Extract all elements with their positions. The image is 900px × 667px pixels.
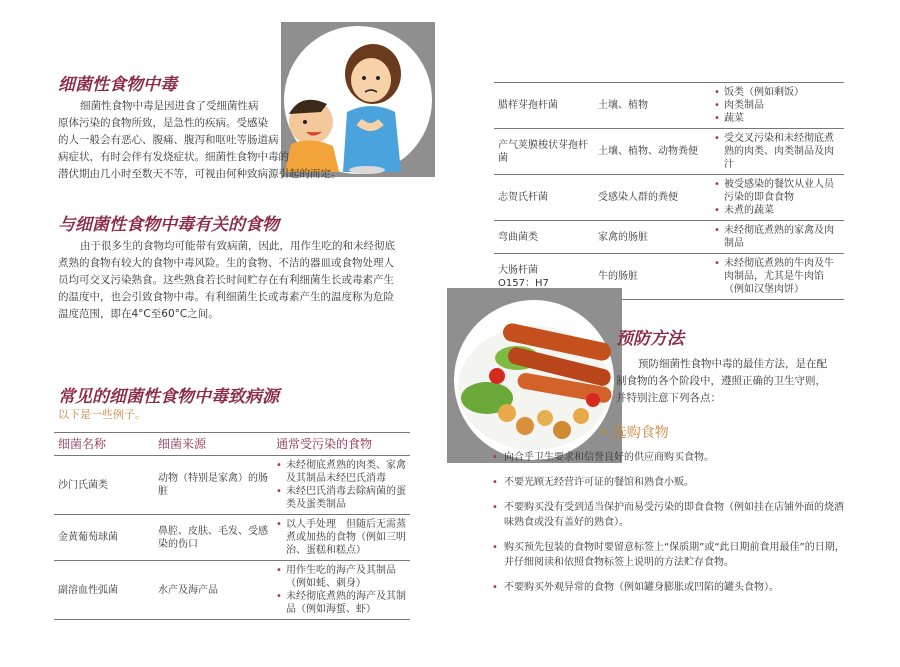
contaminated-foods (272, 561, 410, 620)
bacteria-name: 志贺氏杆菌 (494, 175, 594, 221)
list-item: • 未经彻底煮熟的海产及其制品（例如海蜇、虾） (276, 590, 406, 616)
list-item: • 未经巴氏消毒去除病菌的蛋类及蛋类制品 (276, 485, 406, 511)
paragraph-line: 制食物的各个阶段中，遵照正确的卫生守则， (616, 375, 826, 387)
bacteria-source: 动物（特别是家禽）的肠脏 (154, 456, 272, 515)
buying-food-bullets (490, 450, 850, 605)
bacteria-source: 受感染人群的粪便 (594, 175, 710, 221)
contaminated-foods (710, 129, 844, 175)
paragraph-line: 并特别注意下列各点： (616, 392, 721, 404)
contaminated-foods (272, 515, 410, 561)
paragraph-line: 潜伏期由几小时至数天不等，可视由何种致病源引起的而定。 (58, 168, 342, 180)
list-item: • 不要购买没有受到适当保护而易受污染的即食食物（例如挂在店铺外面的烧酒味熟食或没有盖好的熟食）。 (490, 500, 850, 530)
list-item: • 未经彻底煮熟的肉类、家禽及其制品未经巴氏消毒 (276, 459, 406, 485)
list-item: • 饭类（例如剩饭） (714, 86, 840, 99)
list-item: • 受交叉污染和未经彻底煮熟的肉类、肉类制品及肉汁 (714, 132, 840, 171)
paragraph-line: 煮熟的食物有较大的食物中毒风险。生的食物、不洁的器皿或食物处理人 (58, 257, 394, 269)
bacteria-name: 腊样芽孢杆菌 (494, 83, 594, 129)
contaminated-foods (710, 83, 844, 129)
list-item: • 不要光顾无经营许可证的餐馆和熟食小贩。 (490, 475, 850, 490)
bacteria-name: 弯曲菌类 (494, 221, 594, 254)
bacteria-source: 土壤、植物、动物粪便 (594, 129, 710, 175)
contaminated-foods (272, 456, 410, 515)
list-item: • 未经彻底煮熟的牛肉及牛肉制品，尤其是牛肉馅（例如汉堡肉饼） (714, 257, 840, 296)
bacteria-name-line: 大肠杆菌 (498, 264, 538, 276)
bacteria-source: 水产及海产品 (154, 561, 272, 620)
list-item: • 以人手处理 但随后无需蒸煮或加热的食物（例如三明治、蛋糕和糕点） (276, 518, 406, 557)
list-item: • 未煮的蔬菜 (714, 204, 840, 217)
header-contaminated-foods: 通常受污染的食物 (272, 433, 410, 456)
paragraph-line: 细菌性食物中毒是因进食了受细菌性病 (80, 100, 259, 112)
list-item: • 向合乎卫生要求和信誉良好的供应商购买食物。 (490, 450, 850, 465)
bacteria-name: 金黄葡萄球菌 (54, 515, 154, 561)
section-body-prevention (616, 356, 856, 407)
bacteria-source: 鼻腔、皮肤、毛发、受感染的伤口 (154, 515, 272, 561)
table-row (494, 175, 844, 221)
food-photo (447, 288, 622, 463)
list-item: • 蔬菜 (714, 112, 840, 125)
header-bacteria-name: 细菌名称 (54, 433, 154, 456)
paragraph-line: 病症状，有时会伴有发烧症状。细菌性食物中毒的 (58, 151, 289, 163)
list-item: • 未经彻底煮熟的家禽及肉制品 (714, 224, 840, 250)
section-body-bacterial-food-poisoning (58, 98, 388, 183)
paragraph-line: 的温度中，也会引致食物中毒。有利细菌生长或毒素产生的温度称为危险 (58, 291, 394, 303)
table-row (494, 129, 844, 175)
table-row (54, 515, 410, 561)
bacteria-table-left (54, 432, 410, 620)
header-bacteria-source: 细菌来源 (154, 433, 272, 456)
contaminated-foods (710, 221, 844, 254)
food-dish-illustration (447, 288, 622, 463)
list-item: • 被受感染的餐饮从业人员污染的即食食物 (714, 178, 840, 204)
section-title-bacterial-food-poisoning: 细菌性食物中毒 (58, 75, 177, 95)
paragraph-line: 原体污染的食物所致，是急性的疾病。受感染 (58, 117, 268, 129)
paragraph-line: 员均可交叉污染熟食。这些熟食若长时间贮存在有利细菌生长或毒素产生 (58, 274, 394, 286)
bacteria-strain-line: O157：H7 (498, 277, 549, 289)
section-title-prevention: 预防方法 (616, 329, 684, 349)
table-header-row (54, 433, 410, 456)
bacteria-source: 土壤、植物 (594, 83, 710, 129)
paragraph-line: 温度范围，即在4°C至60°C之间。 (58, 308, 219, 320)
table-row (494, 83, 844, 129)
list-item: • 不要购买外观异常的食物（例如罐身膨胀或凹陷的罐头食物）。 (490, 580, 850, 595)
list-item: • 肉类制品 (714, 99, 840, 112)
contaminated-foods (710, 254, 844, 300)
section-body-related-foods (58, 238, 418, 323)
paragraph-line: 由于很多生的食物均可能带有致病菌，因此，用作生吃的和未经彻底 (80, 240, 395, 252)
table-row (54, 561, 410, 620)
list-item: • 购买预先包装的食物时要留意标签上“保质期”或“此日期前食用最佳”的日期，并仔细阅读和依照食物标签上说明的方法贮存食物。 (490, 540, 850, 570)
bacteria-name: 产气荚膜梭状芽孢杆菌 (494, 129, 594, 175)
bacteria-name: 副溶血性弧菌 (54, 561, 154, 620)
paragraph-line: 的人一般会有恶心、腹痛、腹泻和呕吐等肠道病 (58, 134, 279, 146)
contaminated-foods (710, 175, 844, 221)
subsection-title-buying-food: • 选购食物 (600, 425, 669, 441)
paragraph-line: 预防细菌性食物中毒的最佳方法，是在配 (638, 358, 827, 370)
bacteria-source: 牛的肠脏 (594, 254, 710, 300)
section-title-related-foods: 与细菌性食物中毒有关的食物 (58, 215, 279, 235)
table-row (494, 221, 844, 254)
bacteria-name: 沙门氏菌类 (54, 456, 154, 515)
bacteria-source: 家禽的肠脏 (594, 221, 710, 254)
table-row (54, 456, 410, 515)
bacteria-table-right (494, 82, 844, 300)
list-item: • 用作生吃的海产及其制品（例如蚝、刺身） (276, 564, 406, 590)
examples-note: 以下是一些例子。 (58, 408, 146, 421)
section-title-common-sources: 常见的细菌性食物中毒致病源 (58, 387, 279, 407)
